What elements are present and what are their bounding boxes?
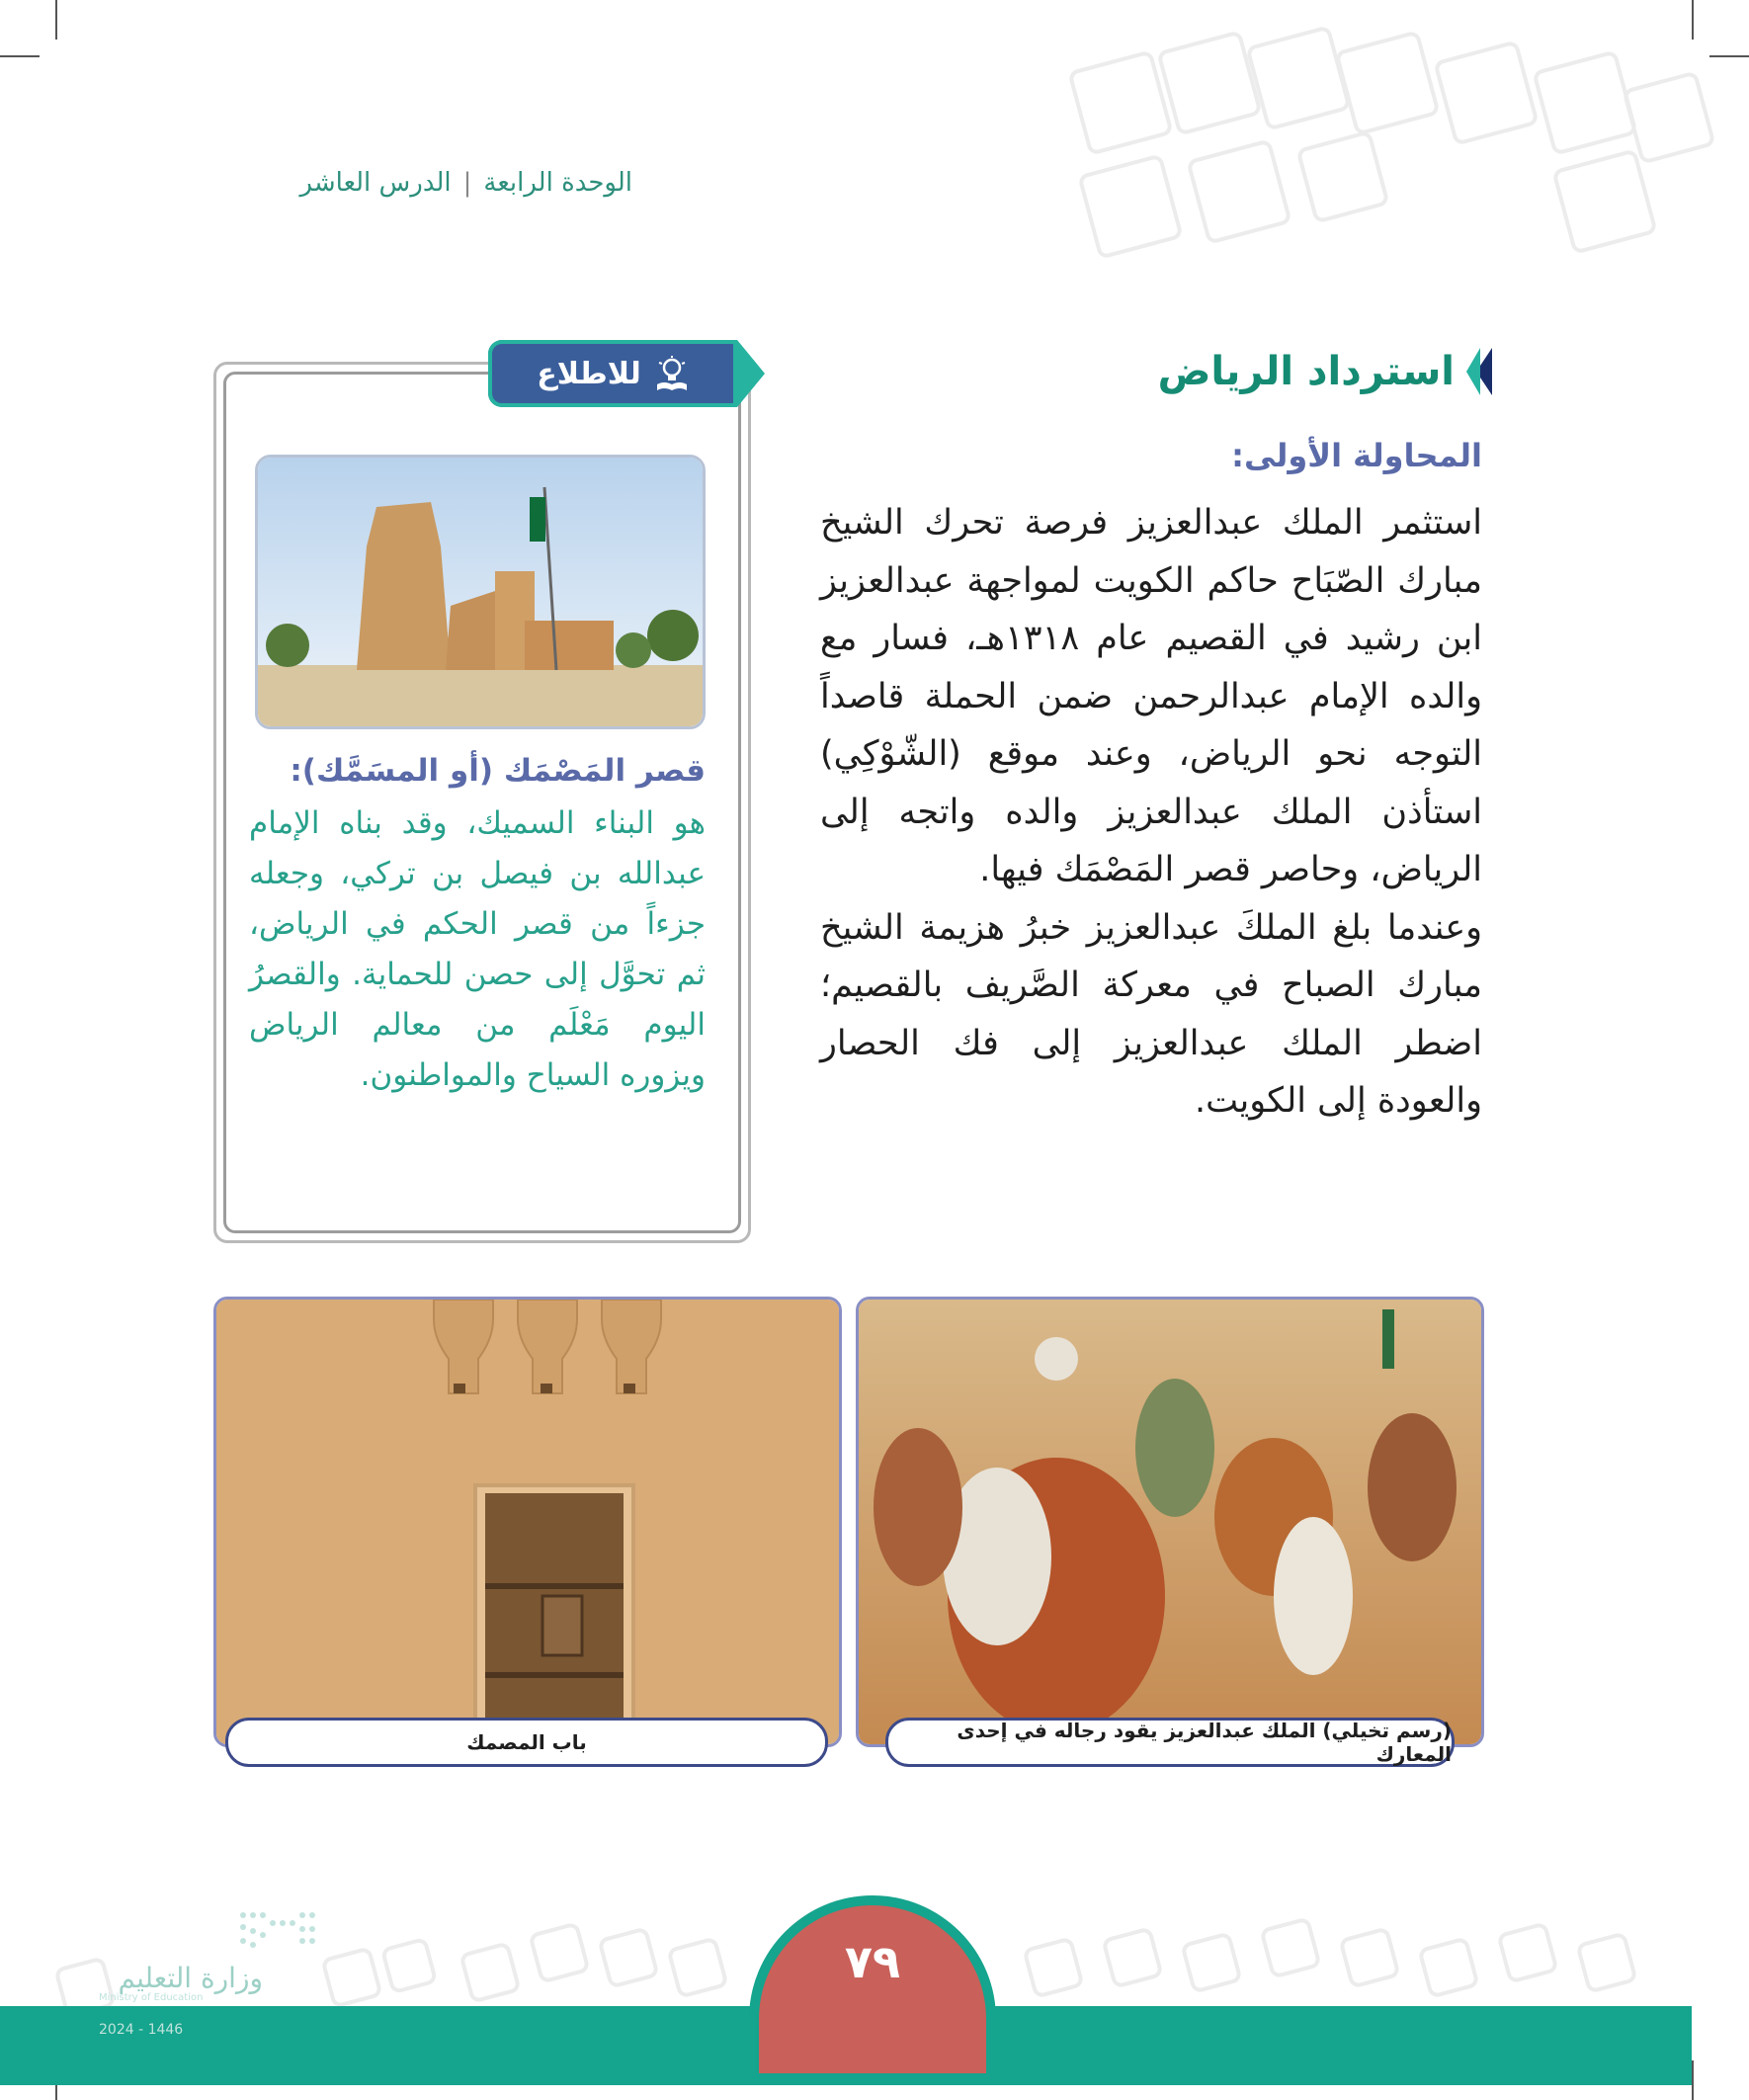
info-badge-label: للاطلاع [537,356,641,391]
masmak-fort-image [255,455,706,729]
ministry-name: وزارة التعليم [118,1962,263,1994]
section-title-text: استرداد الرياض [1157,349,1455,394]
info-text: هو البناء السميك، وقد بناه الإمام عبدالله بن فيصل بن تركي، وجعله جزءاً من قصر الحكم في الرياض، ثم تحوَّل إلى حصن للحماية. والقصرُ اليوم مَعْلَم من معالم الرياض ويزوره السياح والمواطنون. [249,805,706,1093]
sub-heading: المحاولة الأولى: [1231,437,1482,474]
crop-mark [55,0,57,40]
lesson-label: الدرس العاشر [299,168,452,198]
crop-mark [1692,0,1694,40]
page-number: ٧٩ [844,1935,901,1988]
paragraph: وعندما بلغ الملكَ عبدالعزيز خبرُ هزيمة الشيخ مبارك الصباح في معركة الصَّريف بالقصيم؛ اضطر الملك عبدالعزيز إلى فك الحصار والعودة إلى الكويت. [820,907,1482,1121]
header-separator: | [462,168,472,198]
ministry-name-en: Ministry of Education [99,1992,204,2003]
badge-arrow [737,340,765,407]
crop-mark [1692,2060,1694,2100]
info-badge [488,340,737,407]
section-title [1067,344,1492,399]
crop-mark [1709,55,1749,57]
edition-year: 2024 - 1446 [99,2022,184,2038]
bulb-book-icon [655,355,689,392]
paragraph: استثمر الملك عبدالعزيز فرصة تحرك الشيخ مبارك الصّبَاح حاكم الكويت لمواجهة عبدالعزيز ابن رشيد في القصيم عام ١٣١٨هـ، فسار مع والده الإمام عبدالرحمن ضمن الحملة قاصداً التوجه نحو الرياض، وعند موقع (الشّوْكِي) استأذن الملك عبدالعزيز والده واتجه إلى الرياض، وحاصر قصر المَصْمَك فيها. [820,503,1482,889]
caption-masmak-door: باب المصمك [225,1718,828,1767]
battle-painting-image [856,1297,1484,1747]
masmak-door-image [213,1297,842,1747]
info-title: قصر المَصْمَك (أو المسَمَّك): [290,753,706,789]
chevron-left-icon [1466,348,1492,395]
crop-mark [0,55,40,57]
body-text [820,494,1482,1131]
caption-battle-painting: (رسم تخيلي) الملك عبدالعزيز يقود رجاله في إحدى المعارك [885,1718,1455,1767]
running-header [0,168,632,198]
unit-label: الوحدة الرابعة [483,168,632,198]
